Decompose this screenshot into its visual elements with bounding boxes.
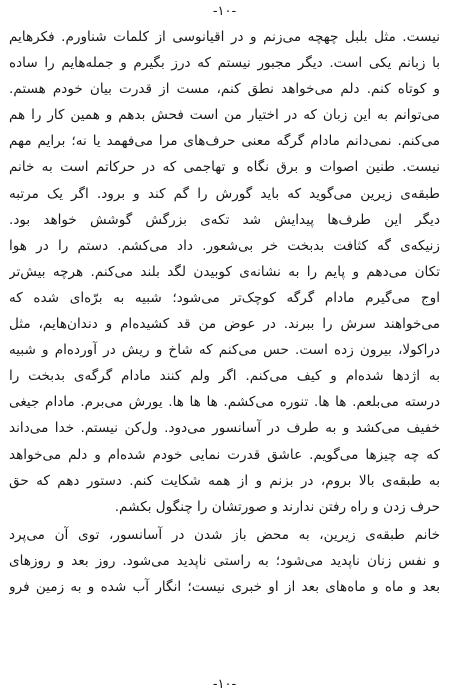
text-line: دراکولا، بیرون زده است. حس می‌کنم که شاخ و ریش در آورده‌ام و شبیه xyxy=(9,342,440,359)
text-line: زنیکه‌ی گه کثافت بدبخت خر بی‌شعور. داد می‌کشم. دستم را در هوا xyxy=(9,237,440,254)
text-line: به اژدها شده‌ام و کیف می‌کنم. اگر ولم کنند مادام گرگه‌ی بدبخت را xyxy=(9,368,440,385)
text-line: به طبقه‌ی بالا بروم، در بزنم و از همه شکایت کنم. دستور دهم که حق xyxy=(9,472,440,489)
text-line: درسته می‌بلعم. ها ها. تنوره می‌کشم. ها ها ها. یورش می‌برم. مادام جیغی xyxy=(9,394,440,411)
text-line: می‌خواهند سرش را ببرند. در عوض من قد کشیده‌ام و دندان‌هایم، مثل xyxy=(9,316,440,333)
text-line: نیست. مثل بلبل چهچه می‌زنم و در اقیانوسی از کلمات شناورم. فکرهایم xyxy=(9,29,440,45)
text-line: و نفس زنان ناپدید می‌شود؛ به راستی ناپدید می‌شود. روز بعد و روزهای xyxy=(9,552,440,569)
text-line: طبقه‌ی زیرین می‌گوید که باید گورش را گم کند و برود. اگر یک مرتبه xyxy=(9,185,440,202)
text-line: اوج می‌گیرم مادام گرگه کوچک‌تر می‌شود؛ شبیه به برّه‌ای شده که xyxy=(9,289,440,306)
text-line: و کوتاه کنم. دلم می‌خواهد نطق کنم، مست از قدرت بیان خودم هستم. xyxy=(9,81,440,98)
text-line: با زبانم یکی است. دیگر مجبور نیستم که درز بگیرم و جمله‌هایم را ساده xyxy=(9,55,440,72)
text-line: خانم طبقه‌ی زیرین، به محض باز شدن در آسانسور، توی آن می‌پرد xyxy=(9,526,440,543)
text-line: دیگر این طرف‌ها پیدایش شد تکه‌ی بزرگش گوشش خواهد بود. xyxy=(9,211,440,228)
page-number-top: -۱۰- xyxy=(212,4,237,19)
text-line: خفیف می‌کشد و به طرف در آسانسور می‌دود. ول‌کن نیستم. خدا می‌داند xyxy=(9,420,440,437)
text-line: می‌توانم به این زبان که در اختیار من است فحش بدهم و همین کار را هم xyxy=(9,107,440,124)
text-line: تکان می‌دهم و پایم را به نشانه‌ی کوبیدن لگد بلند می‌کنم. هرچه بیش‌تر xyxy=(9,263,440,280)
page-number-bottom: -۱۰- xyxy=(212,677,237,692)
text-line: بعد و ماه و ماه‌های بعد از او خبری نیست؛ انگار آب شده و به زمین فرو xyxy=(9,578,440,595)
text-line: که چه چیزها می‌گویم. عاشق قدرت نمایی خودم شده‌ام و دلم می‌خواهد xyxy=(9,446,440,463)
paragraph-2 xyxy=(9,522,440,600)
text-line: نیست. طنین اصوات و برق نگاه و تهاجمی که در حرکاتم است به خانم xyxy=(9,159,440,176)
body-text xyxy=(9,24,440,600)
text-line: حرف زدن و راه رفتن ندارند و صورتشان را چنگول بکشم. xyxy=(114,498,440,515)
text-line: می‌کنم. نمی‌دانم مادام گرگه معنی حرف‌های مرا می‌فهمد یا نه؛ برایم مهم xyxy=(9,133,440,150)
paragraph-1 xyxy=(9,24,440,520)
